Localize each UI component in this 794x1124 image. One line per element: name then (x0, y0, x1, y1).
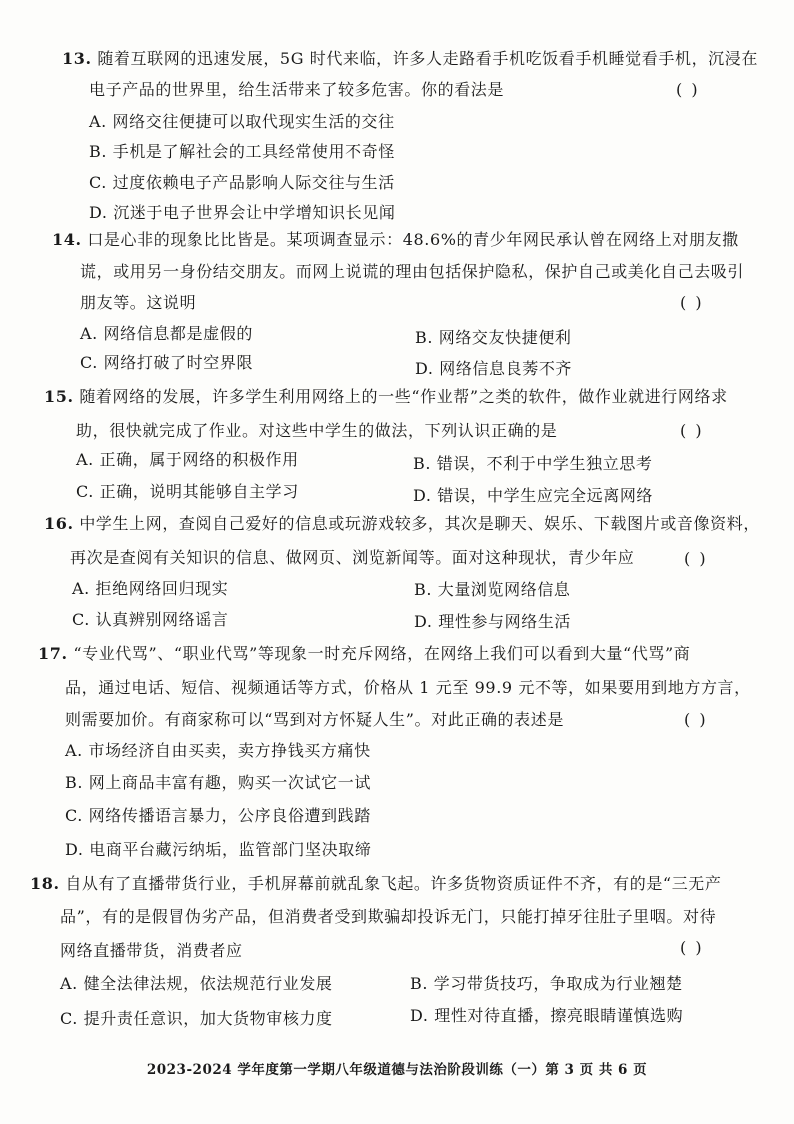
q18-stem-line-2: 品”，有的是假冒伪劣产品，但消费者受到欺骗却投诉无门，只能打掉牙往肚子里咽。对待 (60, 907, 717, 926)
q18-option-c: C. 提升责任意识，加大货物审核力度 (60, 1009, 333, 1028)
q15-option-b: B. 错误，不利于中学生独立思考 (413, 454, 653, 473)
q16-number: 16. (44, 514, 74, 533)
q14-stem-text-1: 口是心非的现象比比皆是。某项调查显示：48.6%的青少年网民承认曾在网络上对朋友撒 (87, 230, 739, 249)
q18-option-d: D. 理性对待直播，擦亮眼睛谨慎选购 (410, 1006, 684, 1025)
page-footer: 2023-2024 学年度第一学期八年级道德与法治阶段训练（一）第 3 页 共 6 页 (146, 1062, 648, 1078)
q18-option-a: A. 健全法律法规，依法规范行业发展 (60, 974, 333, 993)
q15-option-d: D. 错误，中学生应完全远离网络 (413, 486, 654, 505)
q14-option-a: A. 网络信息都是虚假的 (80, 324, 253, 343)
q14-option-c: C. 网络打破了时空界限 (80, 353, 254, 372)
q18-number: 18. (30, 874, 60, 893)
q13-answer-bracket: ( ) (676, 80, 700, 99)
q13-stem-text-1: 随着互联网的迅速发展，5G 时代来临，许多人走路看手机吃饭看手机睡觉看手机，沉浸在 (97, 49, 758, 68)
q16-option-b: B. 大量浏览网络信息 (414, 580, 571, 599)
q14-stem-line-3: 朋友等。这说明 (80, 293, 197, 312)
q13-stem-line-1 (62, 48, 758, 70)
q18-stem-line-1 (30, 873, 722, 895)
q16-stem-line-2: 再次是查阅有关知识的信息、做网页、浏览新闻等。面对这种现状，青少年应 (70, 548, 635, 567)
q14-stem-line-2: 谎，或用另一身份结交朋友。而网上说谎的理由包括保护隐私，保护自己或美化自己去吸引 (80, 262, 745, 281)
q15-answer-bracket: ( ) (680, 421, 704, 440)
q14-stem-line-1 (52, 229, 739, 251)
q17-stem-line-3: 则需要加价。有商家称可以“骂到对方怀疑人生”。对此正确的表述是 (65, 710, 564, 729)
q18-answer-bracket: ( ) (680, 938, 704, 957)
q13-stem-line-2: 电子产品的世界里，给生活带来了较多危害。你的看法是 (89, 80, 505, 99)
q15-option-a: A. 正确，属于网络的积极作用 (76, 450, 299, 469)
q18-stem-line-3: 网络直播带货，消费者应 (60, 941, 243, 960)
q13-option-b: B. 手机是了解社会的工具经常使用不奇怪 (89, 142, 395, 161)
q17-option-d: D. 电商平台藏污纳垢，监管部门坚决取缔 (65, 840, 372, 859)
q15-option-c: C. 正确，说明其能够自主学习 (76, 482, 299, 501)
q15-number: 15. (44, 387, 74, 406)
q14-option-d: D. 网络信息良莠不齐 (415, 359, 573, 378)
q16-answer-bracket: ( ) (684, 549, 708, 568)
q17-option-c: C. 网络传播语言暴力，公序良俗遭到践踏 (65, 806, 371, 825)
q16-option-a: A. 拒绝网络回归现实 (72, 579, 229, 598)
q17-stem-line-1 (38, 643, 690, 665)
q16-stem-line-1 (44, 513, 760, 535)
q13-number: 13. (62, 49, 92, 68)
q18-option-b: B. 学习带货技巧，争取成为行业翘楚 (410, 974, 683, 993)
q16-stem-text-1: 中学生上网，查阅自己爱好的信息或玩游戏较多，其次是聊天、娱乐、下载图片或音像资料， (79, 514, 760, 533)
q14-answer-bracket: ( ) (680, 293, 704, 312)
q18-stem-text-1: 自从有了直播带货行业，手机屏幕前就乱象飞起。许多货物资质证件不齐，有的是“三无产 (65, 874, 722, 893)
q17-stem-line-2: 品，通过电话、短信、视频通话等方式，价格从 1 元至 99.9 元不等，如果要用到地方方言， (65, 678, 751, 697)
q17-number: 17. (38, 644, 68, 663)
q17-answer-bracket: ( ) (684, 710, 708, 729)
q14-option-b: B. 网络交友快捷便利 (415, 328, 572, 347)
q16-option-d: D. 理性参与网络生活 (414, 612, 572, 631)
q13-option-c: C. 过度依赖电子产品影响人际交往与生活 (89, 173, 395, 192)
q15-stem-text-1: 随着网络的发展，许多学生利用网络上的一些“作业帮”之类的软件，做作业就进行网络求 (79, 387, 728, 406)
q17-option-a: A. 市场经济自由买卖，卖方挣钱买方痛快 (65, 741, 371, 760)
q16-option-c: C. 认真辨别网络谣言 (72, 610, 229, 629)
q14-number: 14. (52, 230, 82, 249)
q13-option-a: A. 网络交往便捷可以取代现实生活的交往 (89, 112, 395, 131)
q15-stem-line-1 (44, 386, 728, 408)
q17-option-b: B. 网上商品丰富有趣，购买一次试它一试 (65, 773, 371, 792)
q15-stem-line-2: 助，很快就完成了作业。对这些中学生的做法，下列认识正确的是 (76, 421, 558, 440)
q17-stem-text-1: “专业代骂”、“职业代骂”等现象一时充斥网络，在网络上我们可以看到大量“代骂”商 (73, 644, 691, 663)
q13-option-d: D. 沉迷于电子世界会让中学增知识长见闻 (89, 203, 396, 222)
